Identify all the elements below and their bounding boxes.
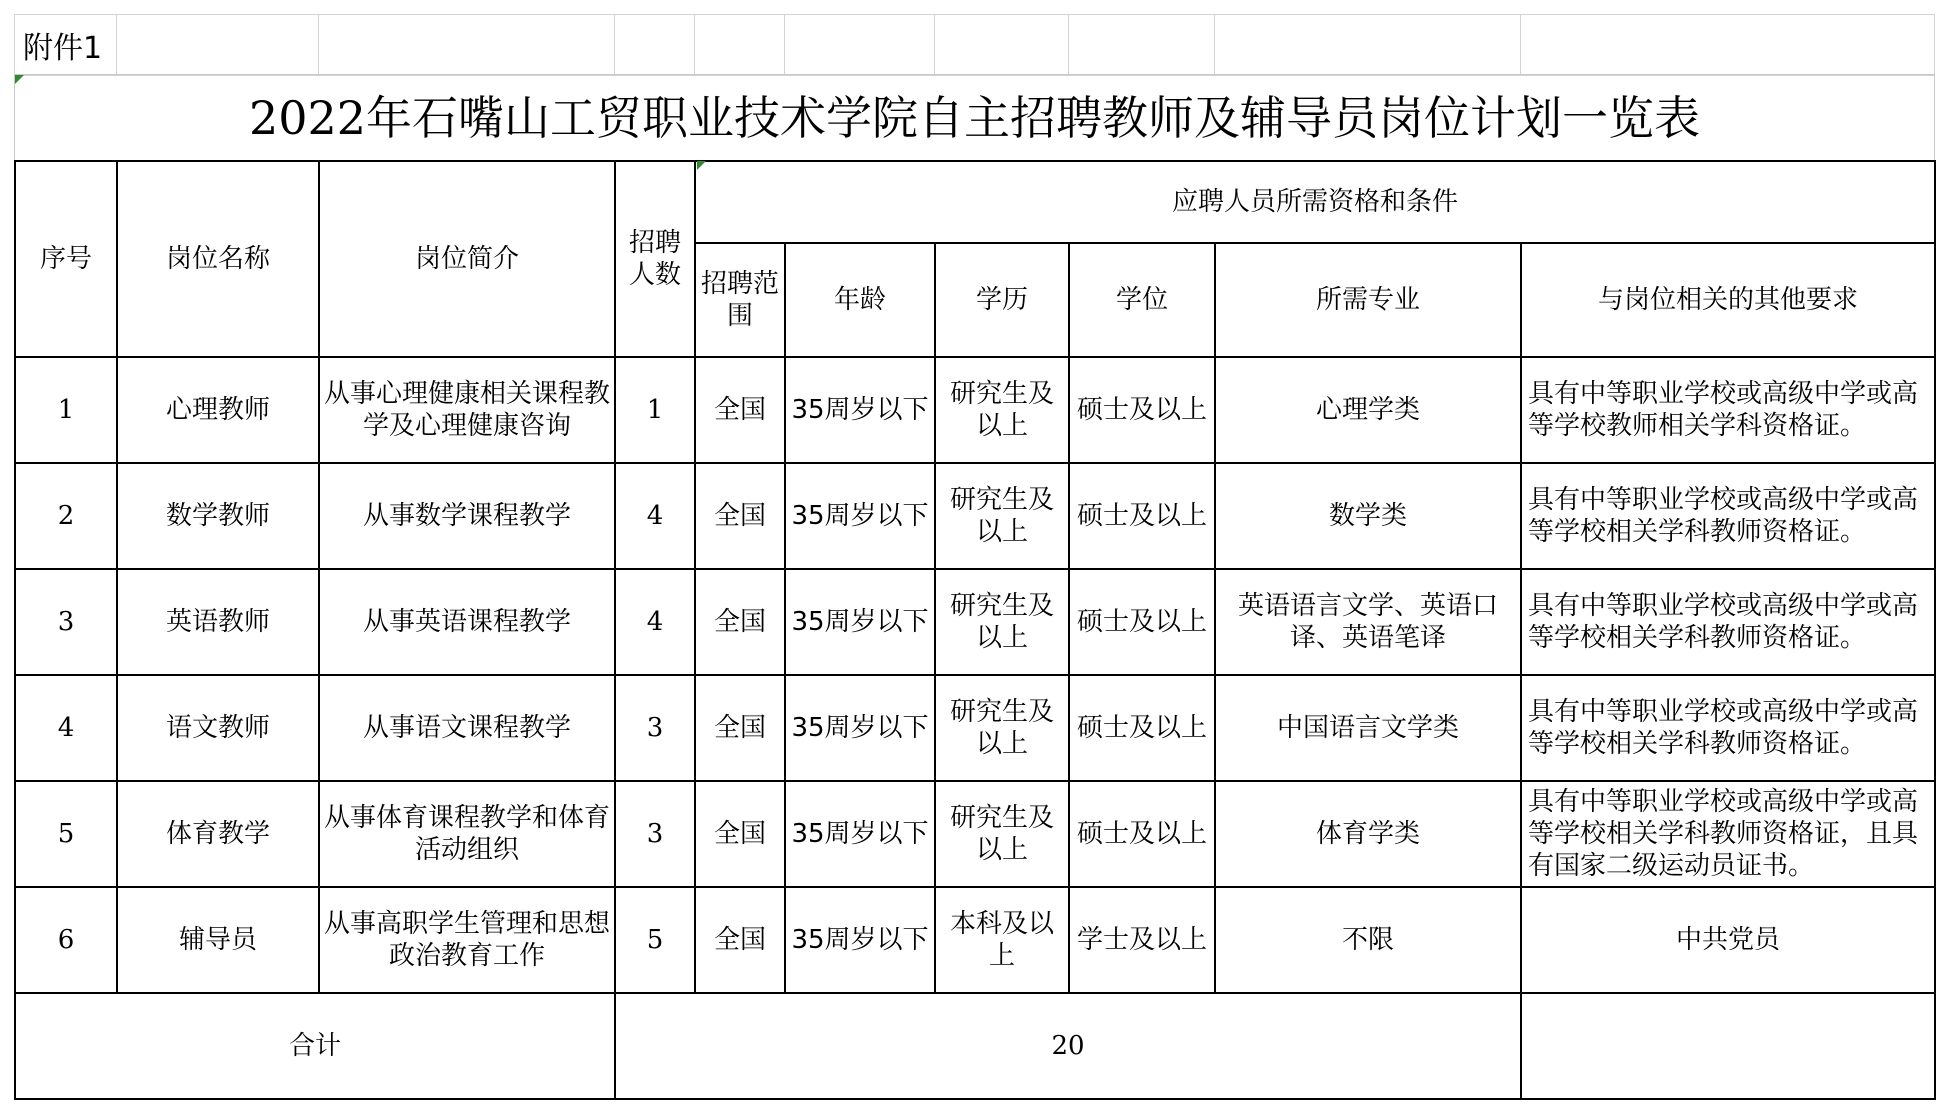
table-row	[15, 357, 1935, 463]
attachment-label[interactable]: 附件1	[15, 15, 117, 76]
header-count[interactable]: 招聘人数	[615, 161, 695, 357]
empty-cell[interactable]	[695, 15, 785, 76]
cell-position[interactable]: 数学教师	[117, 463, 319, 569]
table-row	[15, 569, 1935, 675]
cell-age[interactable]: 35周岁以下	[785, 463, 935, 569]
cell-major[interactable]: 不限	[1215, 887, 1521, 993]
empty-cell[interactable]	[615, 15, 695, 76]
empty-cell[interactable]	[935, 15, 1069, 76]
cell-count[interactable]: 1	[615, 357, 695, 463]
cell-age[interactable]: 35周岁以下	[785, 781, 935, 887]
comment-marker-icon	[697, 161, 706, 170]
cell-description[interactable]: 从事体育课程教学和体育活动组织	[319, 781, 615, 887]
empty-cell[interactable]	[1069, 15, 1215, 76]
cell-education[interactable]: 研究生及以上	[935, 675, 1069, 781]
sheet-row-1	[14, 14, 1935, 76]
cell-other[interactable]: 具有中等职业学校或高级中学或高等学校相关学科教师资格证，且具有国家二级运动员证书。	[1521, 781, 1935, 887]
cell-count[interactable]: 3	[615, 675, 695, 781]
empty-cell[interactable]	[1521, 15, 1935, 76]
cell-count[interactable]: 3	[615, 781, 695, 887]
cell-other[interactable]: 中共党员	[1521, 887, 1935, 993]
table-row	[15, 887, 1935, 993]
cell-degree[interactable]: 硕士及以上	[1069, 675, 1215, 781]
empty-cell[interactable]	[117, 15, 319, 76]
cell-position[interactable]: 语文教师	[117, 675, 319, 781]
cell-age[interactable]: 35周岁以下	[785, 887, 935, 993]
cell-degree[interactable]: 硕士及以上	[1069, 357, 1215, 463]
total-value[interactable]: 20	[615, 993, 1521, 1099]
header-position[interactable]: 岗位名称	[117, 161, 319, 357]
cell-other[interactable]: 具有中等职业学校或高级中学或高等学校相关学科教师资格证。	[1521, 675, 1935, 781]
header-education[interactable]: 学历	[935, 243, 1069, 357]
empty-cell[interactable]	[1521, 993, 1935, 1099]
cell-major[interactable]: 体育学类	[1215, 781, 1521, 887]
cell-count[interactable]: 4	[615, 569, 695, 675]
cell-degree[interactable]: 硕士及以上	[1069, 781, 1215, 887]
cell-seq[interactable]: 3	[15, 569, 117, 675]
cell-degree[interactable]: 硕士及以上	[1069, 569, 1215, 675]
cell-education[interactable]: 研究生及以上	[935, 357, 1069, 463]
total-row	[15, 993, 1935, 1099]
cell-major[interactable]: 心理学类	[1215, 357, 1521, 463]
cell-scope[interactable]: 全国	[695, 781, 785, 887]
cell-major[interactable]: 数学类	[1215, 463, 1521, 569]
table-row	[15, 463, 1935, 569]
cell-other[interactable]: 具有中等职业学校或高级中学或高等学校相关学科教师资格证。	[1521, 569, 1935, 675]
cell-scope[interactable]: 全国	[695, 357, 785, 463]
cell-seq[interactable]: 1	[15, 357, 117, 463]
header-major[interactable]: 所需专业	[1215, 243, 1521, 357]
cell-scope[interactable]: 全国	[695, 463, 785, 569]
cell-age[interactable]: 35周岁以下	[785, 357, 935, 463]
cell-description[interactable]: 从事英语课程教学	[319, 569, 615, 675]
empty-cell[interactable]	[319, 15, 615, 76]
cell-scope[interactable]: 全国	[695, 675, 785, 781]
header-scope[interactable]: 招聘范围	[695, 243, 785, 357]
total-label[interactable]: 合计	[15, 993, 615, 1099]
cell-count[interactable]: 5	[615, 887, 695, 993]
cell-seq[interactable]: 2	[15, 463, 117, 569]
cell-position[interactable]: 辅导员	[117, 887, 319, 993]
cell-education[interactable]: 本科及以上	[935, 887, 1069, 993]
empty-cell[interactable]	[785, 15, 935, 76]
page-title[interactable]: 2022年石嘴山工贸职业技术学院自主招聘教师及辅导员岗位计划一览表	[14, 74, 1935, 161]
cell-scope[interactable]: 全国	[695, 569, 785, 675]
positions-table	[14, 160, 1936, 1100]
table-row	[15, 781, 1935, 887]
cell-other[interactable]: 具有中等职业学校或高级中学或高等学校教师相关学科资格证。	[1521, 357, 1935, 463]
cell-seq[interactable]: 5	[15, 781, 117, 887]
cell-age[interactable]: 35周岁以下	[785, 675, 935, 781]
cell-education[interactable]: 研究生及以上	[935, 569, 1069, 675]
cell-degree[interactable]: 硕士及以上	[1069, 463, 1215, 569]
table-row	[15, 675, 1935, 781]
cell-description[interactable]: 从事数学课程教学	[319, 463, 615, 569]
header-requirements-group[interactable]: 应聘人员所需资格和条件	[695, 161, 1935, 243]
cell-position[interactable]: 体育教学	[117, 781, 319, 887]
header-age[interactable]: 年龄	[785, 243, 935, 357]
cell-position[interactable]: 英语教师	[117, 569, 319, 675]
cell-education[interactable]: 研究生及以上	[935, 781, 1069, 887]
cell-position[interactable]: 心理教师	[117, 357, 319, 463]
cell-other[interactable]: 具有中等职业学校或高级中学或高等学校相关学科教师资格证。	[1521, 463, 1935, 569]
cell-major[interactable]: 英语语言文学、英语口译、英语笔译	[1215, 569, 1521, 675]
header-degree[interactable]: 学位	[1069, 243, 1215, 357]
cell-seq[interactable]: 4	[15, 675, 117, 781]
header-seq[interactable]: 序号	[15, 161, 117, 357]
cell-major[interactable]: 中国语言文学类	[1215, 675, 1521, 781]
cell-scope[interactable]: 全国	[695, 887, 785, 993]
header-description[interactable]: 岗位简介	[319, 161, 615, 357]
cell-age[interactable]: 35周岁以下	[785, 569, 935, 675]
header-other[interactable]: 与岗位相关的其他要求	[1521, 243, 1935, 357]
cell-count[interactable]: 4	[615, 463, 695, 569]
cell-seq[interactable]: 6	[15, 887, 117, 993]
cell-description[interactable]: 从事高职学生管理和思想政治教育工作	[319, 887, 615, 993]
empty-cell[interactable]	[1215, 15, 1521, 76]
cell-degree[interactable]: 学士及以上	[1069, 887, 1215, 993]
cell-description[interactable]: 从事语文课程教学	[319, 675, 615, 781]
cell-education[interactable]: 研究生及以上	[935, 463, 1069, 569]
cell-description[interactable]: 从事心理健康相关课程教学及心理健康咨询	[319, 357, 615, 463]
